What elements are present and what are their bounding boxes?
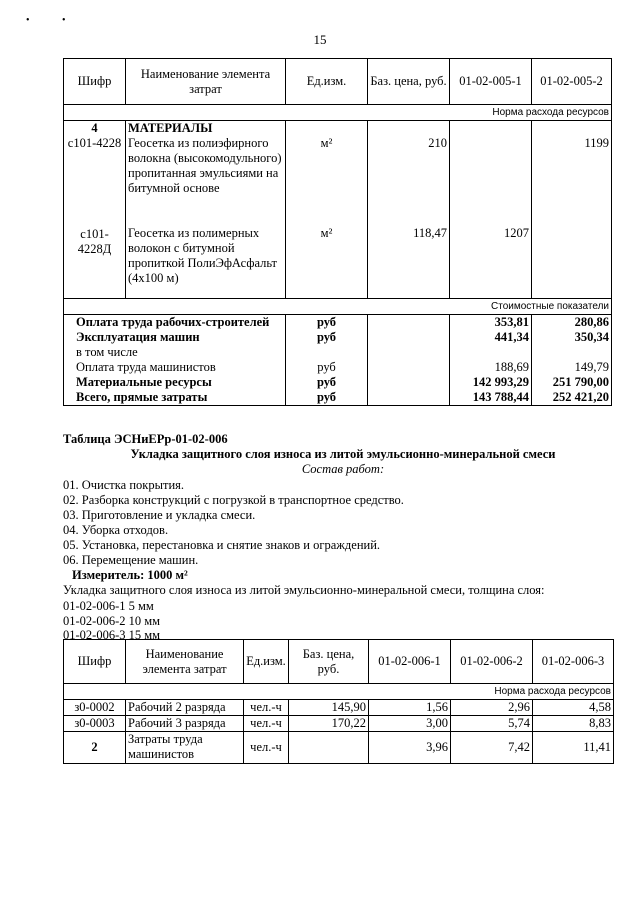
row-code: з0-0003	[64, 716, 126, 732]
cost-value-2: 350,34	[532, 330, 612, 345]
row-code: з0-0002	[64, 700, 126, 716]
code-2: с101-4228Д	[77, 227, 112, 256]
cost-value-2: 280,86	[532, 315, 612, 331]
row-value-1: 1,56	[369, 700, 451, 716]
cost-row	[64, 345, 612, 360]
work-item: 03. Приготовление и укладка смеси.	[63, 508, 256, 522]
name-cell	[126, 121, 286, 299]
header-price: Баз. цена, руб.	[289, 640, 369, 684]
value-2-1: 1207	[504, 226, 529, 240]
cost-row	[64, 375, 612, 390]
header-col-1: 01-02-005-1	[450, 59, 532, 105]
table-row	[64, 700, 614, 716]
cost-name: Материальные ресурсы	[64, 375, 286, 390]
scan-mark: •	[62, 15, 66, 26]
header-code: Шифр	[64, 640, 126, 684]
section-number: 4	[91, 121, 98, 135]
cost-name: Всего, прямые затраты	[64, 390, 286, 406]
cost-value-1: 353,81	[450, 315, 532, 331]
unit-cell	[286, 121, 368, 299]
row-name: Рабочий 2 разряда	[126, 700, 244, 716]
work-item: 04. Уборка отходов.	[63, 523, 169, 537]
header-name: Наименование элемента затрат	[126, 640, 244, 684]
cost-row	[64, 330, 612, 345]
row-value-3: 4,58	[533, 700, 614, 716]
cost-value-1: 188,69	[450, 360, 532, 375]
row-code: 2	[64, 732, 126, 764]
value-col-1	[450, 121, 532, 299]
row-value-1: 3,96	[369, 732, 451, 764]
row-value-3: 11,41	[533, 732, 614, 764]
cost-name: Оплата труда рабочих-строителей	[64, 315, 286, 331]
cost-unit: руб	[286, 390, 368, 406]
header-price: Баз. цена, руб.	[368, 59, 450, 105]
row-price: 170,22	[289, 716, 369, 732]
header-name: Наименование элемента затрат	[126, 59, 286, 105]
cost-value-1: 143 788,44	[450, 390, 532, 406]
row-name: Рабочий 3 разряда	[126, 716, 244, 732]
row-price	[289, 732, 369, 764]
cost-value-2: 251 790,00	[532, 375, 612, 390]
row-value-2: 5,74	[451, 716, 533, 732]
cost-label: Стоимостные показатели	[64, 299, 612, 315]
cost-unit: руб	[286, 375, 368, 390]
cost-row	[64, 390, 612, 406]
description: Укладка защитного слоя износа из литой эмульсионно-минеральной смеси, толщина слоя:	[63, 583, 545, 597]
cost-name: в том числе	[64, 345, 286, 360]
cost-unit: руб	[286, 330, 368, 345]
table-id: Таблица ЭСНиЕРр-01-02-006	[63, 432, 228, 446]
row-unit: чел.-ч	[244, 716, 289, 732]
cost-value-2: 149,79	[532, 360, 612, 375]
work-heading: Состав работ:	[301, 462, 385, 476]
value-1-1	[452, 136, 529, 226]
work-item: 01. Очистка покрытия.	[63, 478, 185, 492]
code-1: с101-4228	[67, 136, 122, 150]
row-value-1: 3,00	[369, 716, 451, 732]
unit-2: м²	[320, 226, 333, 240]
resource-table-1	[63, 58, 612, 406]
cost-row	[64, 315, 612, 331]
cost-value-2: 252 421,20	[532, 390, 612, 406]
row-value-2: 2,96	[451, 700, 533, 716]
value-1-2: 1199	[584, 136, 609, 150]
header-col-1: 01-02-006-1	[369, 640, 451, 684]
price-1: 210	[428, 136, 447, 150]
variant: 01-02-006-3 15 мм	[63, 628, 161, 642]
page-number: 15	[313, 32, 327, 47]
resource-table-2	[63, 639, 614, 764]
cost-unit: руб	[286, 315, 368, 331]
unit-1: м²	[320, 136, 333, 150]
cost-value-1: 441,34	[450, 330, 532, 345]
cost-unit: руб	[286, 360, 368, 375]
code-cell	[64, 121, 126, 299]
cost-name: Эксплуатация машин	[64, 330, 286, 345]
price-2: 118,47	[413, 226, 447, 240]
header-unit: Ед.изм.	[244, 640, 289, 684]
header-col-2: 01-02-006-2	[451, 640, 533, 684]
row-unit: чел.-ч	[244, 700, 289, 716]
header-col-2: 01-02-005-2	[532, 59, 612, 105]
row-unit: чел.-ч	[244, 732, 289, 764]
norm-label: Норма расхода ресурсов	[64, 105, 612, 121]
row-value-3: 8,83	[533, 716, 614, 732]
material-name-2: Геосетка из полимерных волокон с битумной пропиткой ПолиЭфАсфальт (4х100 м)	[128, 226, 278, 285]
header-unit: Ед.изм.	[286, 59, 368, 105]
meter: Измеритель: 1000 м²	[72, 568, 188, 582]
work-item: 06. Перемещение машин.	[63, 553, 199, 567]
price-cell	[368, 121, 450, 299]
section-title: МАТЕРИАЛЫ	[128, 121, 213, 135]
variant: 01-02-006-2 10 мм	[63, 614, 161, 628]
material-name-1: Геосетка из полиэфирного волокна (высокомодульного) пропитанная эмульсиями на битумной основе	[128, 136, 282, 195]
header-col-3: 01-02-006-3	[533, 640, 614, 684]
variant: 01-02-006-1 5 мм	[63, 599, 154, 613]
row-price: 145,90	[289, 700, 369, 716]
work-item: 02. Разборка конструкций с погрузкой в транспортное средство.	[63, 493, 404, 507]
value-col-2	[532, 121, 612, 299]
work-item: 05. Установка, перестановка и снятие знаков и ограждений.	[63, 538, 381, 552]
cost-row	[64, 360, 612, 375]
table-row	[64, 716, 614, 732]
norm-label: Норма расхода ресурсов	[64, 684, 614, 700]
table-row	[64, 732, 614, 764]
row-value-2: 7,42	[451, 732, 533, 764]
row-name: Затраты труда машинистов	[126, 732, 244, 764]
cost-value-1: 142 993,29	[450, 375, 532, 390]
cost-name: Оплата труда машинистов	[64, 360, 286, 375]
section-title: Укладка защитного слоя износа из литой эмульсионно-минеральной смеси	[130, 447, 556, 461]
header-code: Шифр	[64, 59, 126, 105]
scan-mark: •	[26, 15, 30, 26]
